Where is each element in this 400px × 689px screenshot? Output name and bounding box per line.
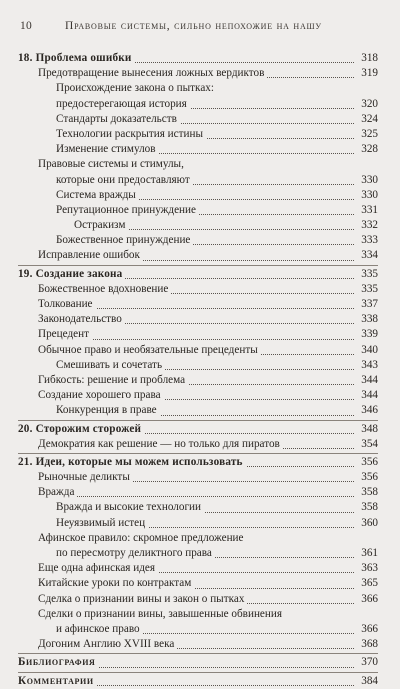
toc-entry-title: Технологии раскрытия истины xyxy=(56,127,206,142)
toc-entry-title: Библиография xyxy=(18,655,98,670)
toc-entry-page: 328 xyxy=(358,142,378,157)
toc-entry xyxy=(18,312,378,327)
toc-entry-title: Божественное вдохновение xyxy=(38,282,171,297)
dot-leader xyxy=(38,496,354,497)
toc-entry-page: 320 xyxy=(358,97,378,112)
toc-entry-page: 365 xyxy=(358,576,378,591)
toc-entry-page: 335 xyxy=(358,267,378,282)
toc-entry-title: 18. Проблема ошибки xyxy=(18,51,135,66)
toc-entry-title: Изменение стимулов xyxy=(56,142,159,157)
toc-entry xyxy=(18,157,378,172)
toc-entry xyxy=(18,546,378,561)
toc-entry-page: 333 xyxy=(358,233,378,248)
toc-entry-page: 325 xyxy=(358,127,378,142)
toc-entry xyxy=(18,142,378,157)
toc-entry-title: Китайские уроки по контрактам xyxy=(38,576,194,591)
toc-entry xyxy=(18,674,378,689)
toc-entry-title: Конкуренция в праве xyxy=(56,403,160,418)
toc-entry xyxy=(18,500,378,515)
toc-entry-page: 361 xyxy=(358,546,378,561)
toc-entry-page: 332 xyxy=(358,218,378,233)
toc-entry-title: Сделка о признании вины и закон о пытках xyxy=(38,592,247,607)
toc-entry xyxy=(18,637,378,652)
toc-entry-page: 343 xyxy=(358,358,378,373)
toc-entry xyxy=(18,112,378,127)
toc-entry xyxy=(18,655,378,670)
toc-entry xyxy=(18,403,378,418)
section-divider xyxy=(18,653,378,654)
page-number: 10 xyxy=(20,20,33,32)
toc-entry-page: 338 xyxy=(358,312,378,327)
toc-entry-page: 324 xyxy=(358,112,378,127)
toc-entry xyxy=(18,233,378,248)
section-divider xyxy=(18,420,378,421)
toc-entry xyxy=(18,437,378,452)
toc-entry-title: Толкование xyxy=(38,297,96,312)
toc-entry-title: которые они предоставляют xyxy=(56,173,193,188)
section-divider xyxy=(18,453,378,454)
toc-entry-title: Неуязвимый истец xyxy=(56,516,148,531)
toc-entry-title: Догоним Англию XVIII века xyxy=(38,637,177,652)
toc-entry-title: Законодательство xyxy=(38,312,125,327)
toc-entry-title: Гибкость: решение и проблема xyxy=(38,373,188,388)
toc-entry xyxy=(18,248,378,263)
toc-entry xyxy=(18,327,378,342)
toc-entry-page: 344 xyxy=(358,388,378,403)
toc-entry-page: 331 xyxy=(358,203,378,218)
toc-entry-title: Система вражды xyxy=(56,188,139,203)
toc-entry xyxy=(18,127,378,142)
toc-entry-title: Предотвращение вынесения ложных вердиктов xyxy=(38,66,267,81)
toc-entry xyxy=(18,51,378,66)
section-divider xyxy=(18,265,378,266)
toc-entry-title: Правовые системы и стимулы, xyxy=(38,157,187,172)
toc-entry-title: Афинское правило: скромное предложение xyxy=(38,531,247,546)
toc-entry-page: 334 xyxy=(358,248,378,263)
toc-entry xyxy=(18,455,378,470)
toc-entry-page: 319 xyxy=(358,66,378,81)
toc-entry-page: 384 xyxy=(358,674,378,689)
toc-entry-title: 20. Сторожим сторожей xyxy=(18,422,144,437)
toc-entry xyxy=(18,267,378,282)
toc-entry xyxy=(18,203,378,218)
toc-entry-page: 318 xyxy=(358,51,378,66)
table-of-contents xyxy=(18,48,378,689)
toc-entry xyxy=(18,576,378,591)
toc-entry-page: 360 xyxy=(358,516,378,531)
toc-entry-page: 370 xyxy=(358,655,378,670)
toc-entry-title: Репутационное принуждение xyxy=(56,203,199,218)
toc-entry-title: Исправление ошибок xyxy=(38,248,143,263)
toc-entry-page: 344 xyxy=(358,373,378,388)
toc-entry-title: Вражда и высокие технологии xyxy=(56,500,204,515)
toc-entry-title: Прецедент xyxy=(38,327,92,342)
toc-entry-page: 366 xyxy=(358,592,378,607)
toc-entry-page: 340 xyxy=(358,343,378,358)
toc-entry xyxy=(18,97,378,112)
toc-entry-title: Рыночные деликты xyxy=(38,470,133,485)
toc-entry-title: Остракизм xyxy=(74,218,128,233)
toc-entry xyxy=(18,561,378,576)
toc-entry-page: 335 xyxy=(358,282,378,297)
toc-entry xyxy=(18,607,378,622)
toc-entry xyxy=(18,343,378,358)
toc-entry xyxy=(18,297,378,312)
toc-entry-page: 330 xyxy=(358,188,378,203)
toc-entry-page: 368 xyxy=(358,637,378,652)
toc-entry-page: 356 xyxy=(358,455,378,470)
toc-entry xyxy=(18,422,378,437)
toc-entry xyxy=(18,66,378,81)
toc-entry xyxy=(18,592,378,607)
toc-entry-title: Божественное принуждение xyxy=(56,233,193,248)
toc-entry xyxy=(18,81,378,96)
toc-entry-page: 354 xyxy=(358,437,378,452)
toc-entry-title: Создание хорошего права xyxy=(38,388,164,403)
toc-entry-page: 366 xyxy=(358,622,378,637)
toc-entry xyxy=(18,173,378,188)
toc-entry-title: Происхождение закона о пытках: xyxy=(56,81,217,96)
toc-entry xyxy=(18,282,378,297)
running-title: Правовые системы, сильно непохожие на нашу xyxy=(65,20,322,32)
toc-entry xyxy=(18,388,378,403)
toc-entry xyxy=(18,218,378,233)
toc-entry xyxy=(18,373,378,388)
toc-entry-title: Демократия как решение — но только для пиратов xyxy=(38,437,283,452)
toc-entry-title: Еще одна афинская идея xyxy=(38,561,158,576)
toc-entry-title: и афинское право xyxy=(56,622,143,637)
toc-entry-page: 330 xyxy=(358,173,378,188)
toc-entry xyxy=(18,622,378,637)
toc-entry-page: 358 xyxy=(358,485,378,500)
toc-entry-page: 339 xyxy=(358,327,378,342)
toc-entry-title: 19. Создание закона xyxy=(18,267,125,282)
toc-entry-title: Комментарии xyxy=(18,674,97,689)
toc-entry xyxy=(18,516,378,531)
toc-entry xyxy=(18,188,378,203)
toc-entry xyxy=(18,358,378,373)
toc-entry-title: Вражда xyxy=(38,485,77,500)
toc-entry-page: 348 xyxy=(358,422,378,437)
toc-entry-title: по пересмотру деликтного права xyxy=(56,546,215,561)
toc-entry-page: 358 xyxy=(358,500,378,515)
toc-entry xyxy=(18,531,378,546)
toc-entry-page: 363 xyxy=(358,561,378,576)
toc-entry-title: предостерегающая история xyxy=(56,97,190,112)
toc-entry-title: Обычное право и необязательные прецеденты xyxy=(38,343,261,358)
toc-entry xyxy=(18,485,378,500)
toc-entry-title: Сделки о признании вины, завышенные обвинения xyxy=(38,607,285,622)
section-divider xyxy=(18,672,378,673)
toc-entry-title: 21. Идеи, которые мы можем использовать xyxy=(18,455,246,470)
toc-entry-title: Смешивать и сочетать xyxy=(56,358,165,373)
toc-entry-page: 337 xyxy=(358,297,378,312)
toc-entry-page: 346 xyxy=(358,403,378,418)
toc-entry-page: 356 xyxy=(358,470,378,485)
toc-entry-title: Стандарты доказательств xyxy=(56,112,180,127)
toc-entry xyxy=(18,470,378,485)
